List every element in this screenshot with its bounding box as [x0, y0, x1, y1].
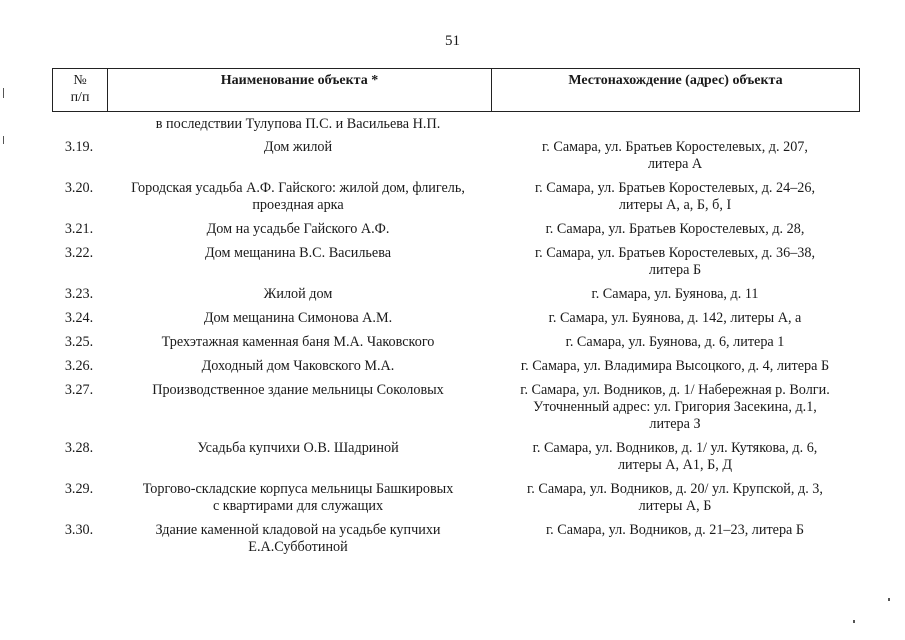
table-row — [52, 481, 860, 522]
header-object-address: Местонахождение (адрес) объекта — [491, 69, 859, 111]
table-row — [52, 334, 860, 358]
object-name: Производственное здание мельницы Соколовых — [152, 382, 444, 398]
scan-mark — [3, 136, 4, 144]
object-address: г. Самара, ул. Буянова, д. 142, литеры А, а — [548, 310, 802, 326]
scan-mark — [888, 598, 890, 601]
table-row-continuation — [52, 116, 860, 139]
object-address: г. Самара, ул. Водников, д. 21–23, литера Б — [545, 522, 805, 538]
object-name: Дом на усадьбе Гайского А.Ф. — [206, 221, 390, 237]
table-row — [52, 310, 860, 334]
header-number-abbr: п/п — [70, 90, 90, 105]
object-name: Доходный дом Чаковского М.А. — [201, 358, 395, 374]
table-row — [52, 286, 860, 310]
object-name: Городская усадьба А.Ф. Гайского: жилой дом, флигель, проездная арка — [131, 180, 465, 213]
row-number: 3.27. — [64, 382, 94, 398]
object-address: г. Самара, ул. Братьев Коростелевых, д. 207, литера А — [542, 139, 808, 172]
header-number-cell — [53, 69, 107, 111]
row-number: 3.23. — [64, 286, 94, 302]
object-name: Дом мещанина В.С. Васильева — [204, 245, 392, 261]
table-row — [52, 180, 860, 221]
row-number: 3.19. — [64, 139, 94, 155]
row-number: 3.26. — [64, 358, 94, 374]
table-row — [52, 245, 860, 286]
header-number-symbol: № — [73, 73, 87, 88]
object-name: Дом жилой — [263, 139, 333, 155]
table-row — [52, 522, 860, 563]
table-row — [52, 440, 860, 481]
row-number: 3.30. — [64, 522, 94, 538]
object-address: г. Самара, ул. Братьев Коростелевых, д. 36–38, литера Б — [534, 245, 816, 278]
object-name: Дом мещанина Симонова А.М. — [203, 310, 393, 326]
table-body — [52, 116, 860, 563]
table-row — [52, 358, 860, 382]
object-address: г. Самара, ул. Водников, д. 20/ ул. Крупской, д. 3, литеры А, Б — [527, 481, 823, 514]
object-address: г. Самара, ул. Братьев Коростелевых, д. 24–26, литеры А, а, Б, б, I — [534, 180, 816, 213]
object-address: г. Самара, ул. Братьев Коростелевых, д. 28, — [545, 221, 805, 237]
object-name: Жилой дом — [263, 286, 333, 302]
row-number: 3.25. — [64, 334, 94, 350]
object-name: Усадьба купчихи О.В. Шадриной — [197, 440, 399, 456]
continuation-text: в последствии Тулупова П.С. и Васильева Н.П. — [155, 116, 441, 132]
header-object-name: Наименование объекта * — [107, 69, 491, 111]
object-name: Здание каменной кладовой на усадьбе купчихи Е.А.Субботиной — [155, 522, 441, 555]
object-name: Торгово-складские корпуса мельницы Башкировых с квартирами для служащих — [142, 481, 454, 514]
object-address: г. Самара, ул. Буянова, д. 11 — [591, 286, 759, 302]
table-row — [52, 221, 860, 245]
table-header — [52, 68, 860, 112]
scan-mark — [853, 620, 855, 623]
row-number: 3.28. — [64, 440, 94, 456]
row-number: 3.24. — [64, 310, 94, 326]
row-number: 3.22. — [64, 245, 94, 261]
object-address: г. Самара, ул. Буянова, д. 6, литера 1 — [565, 334, 785, 350]
object-address: г. Самара, ул. Водников, д. 1/ Набережная р. Волги. Уточненный адрес: ул. Григория Засекина, д.1, литера З — [520, 382, 830, 432]
page-number: 51 — [445, 33, 460, 49]
table-row — [52, 139, 860, 180]
object-address: г. Самара, ул. Владимира Высоцкого, д. 4, литера Б — [520, 358, 830, 374]
object-name: Трехэтажная каменная баня М.А. Чаковского — [161, 334, 435, 350]
object-address: г. Самара, ул. Водников, д. 1/ ул. Кутякова, д. 6, литеры А, А1, Б, Д — [532, 440, 818, 473]
row-number: 3.29. — [64, 481, 94, 497]
scan-mark — [3, 88, 4, 98]
row-number: 3.21. — [64, 221, 94, 237]
table-row — [52, 382, 860, 440]
row-number: 3.20. — [64, 180, 94, 196]
